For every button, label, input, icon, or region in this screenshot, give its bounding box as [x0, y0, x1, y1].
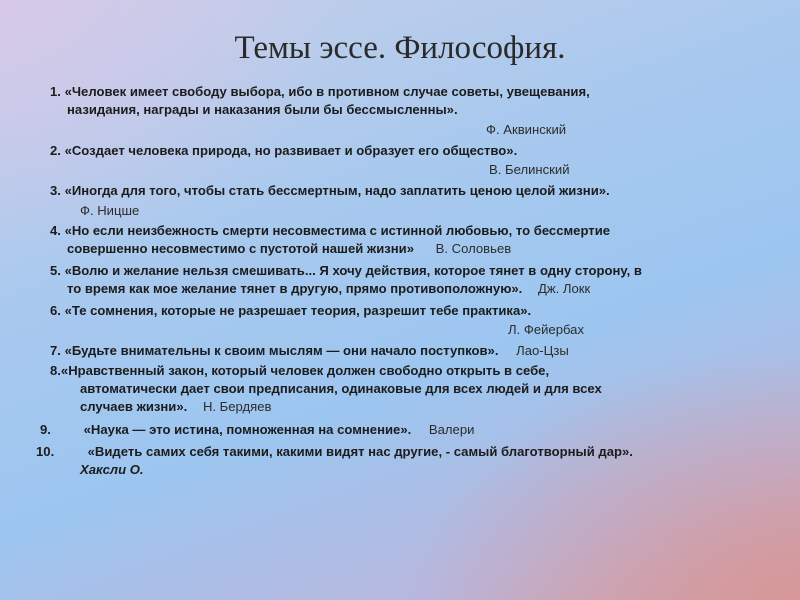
topic-number: 7.: [50, 343, 61, 358]
topic-author: Н. Бердяев: [202, 399, 272, 414]
topic-quote-line: «Нравственный закон, который человек должен свободно открыть в себе,: [60, 363, 550, 378]
topic-number: 2.: [50, 143, 61, 158]
topic-quote-line: «Видеть самих себя такими, какими видят нас другие, - самый благотворный дар».: [87, 444, 633, 459]
topic-quote-line: «Те сомнения, которые не разрешает теория, разрешит тебе практика».: [64, 303, 532, 318]
essay-topic-8-cont: [80, 380, 602, 398]
essay-topic-2: [50, 142, 517, 160]
topic-author: Ф. Ницше: [80, 203, 140, 218]
topic-quote-line: «Иногда для того, чтобы стать бессмертным, надо заплатить ценою целой жизни».: [64, 183, 610, 198]
topic-author: Хаксли О.: [80, 462, 144, 477]
topic-quote-line: автоматически дает свои предписания, одинаковые для всех людей и для всех: [80, 381, 602, 396]
topic-quote-line: «Волю и желание нельзя смешивать... Я хочу действия, которое тянет в одну сторону, в: [64, 263, 642, 278]
essay-topic-1: [50, 83, 590, 101]
essay-topic-9: [40, 421, 474, 439]
essay-topic-6: [50, 302, 531, 320]
topic-author: В. Белинский: [489, 162, 570, 177]
topic-quote-line: «Будьте внимательны к своим мыслям — они начало поступков».: [64, 343, 499, 358]
topic-quote-line: «Человек имеет свободу выбора, ибо в противном случае советы, увещевания,: [64, 84, 590, 99]
topic-quote-line: «Но если неизбежность смерти несовместима с истинной любовью, то бессмертие: [64, 223, 611, 238]
essay-topic-10: [36, 443, 633, 461]
topic-quote-line: «Наука — это истина, помноженная на сомнение».: [83, 422, 412, 437]
essay-topic-8-cont2: [80, 398, 272, 416]
essay-topic-4-cont: [67, 240, 511, 258]
essay-topic-3: [50, 182, 610, 200]
essay-topic-8: [50, 362, 549, 380]
topic-quote-line: совершенно несовместимо с пустотой нашей жизни»: [67, 241, 415, 256]
topic-author: Ф. Аквинский: [486, 122, 567, 137]
essay-topic-5: [50, 262, 642, 280]
topic-quote-line: назидания, награды и наказания были бы бессмысленны».: [67, 102, 458, 117]
topic-quote-line: случаев жизни».: [80, 399, 188, 414]
topic-number: 8.: [50, 363, 61, 378]
essay-topic-7: [50, 342, 569, 360]
slide-title: Темы эссе. Философия.: [234, 30, 566, 66]
topic-author: Валери: [428, 422, 475, 437]
topic-quote-line: «Создает человека природа, но развивает и образует его общество».: [64, 143, 518, 158]
topic-author: Дж. Локк: [537, 281, 591, 296]
topic-number: 4.: [50, 223, 61, 238]
essay-topic-1-cont: [67, 101, 458, 119]
topic-number: 3.: [50, 183, 61, 198]
topic-number: 10.: [36, 444, 55, 459]
essay-topic-4: [50, 222, 610, 240]
topic-author: Л. Фейербах: [508, 322, 585, 337]
topic-author: Лао-Цзы: [516, 343, 569, 358]
topic-quote-line: то время как мое желание тянет в другую, прямо противоположную».: [67, 281, 523, 296]
topic-number: 9.: [40, 422, 51, 437]
essay-topic-5-cont: [67, 280, 590, 298]
topic-number: 5.: [50, 263, 61, 278]
topic-number: 1.: [50, 84, 61, 99]
topic-author: В. Соловьев: [435, 241, 512, 256]
topic-number: 6.: [50, 303, 61, 318]
